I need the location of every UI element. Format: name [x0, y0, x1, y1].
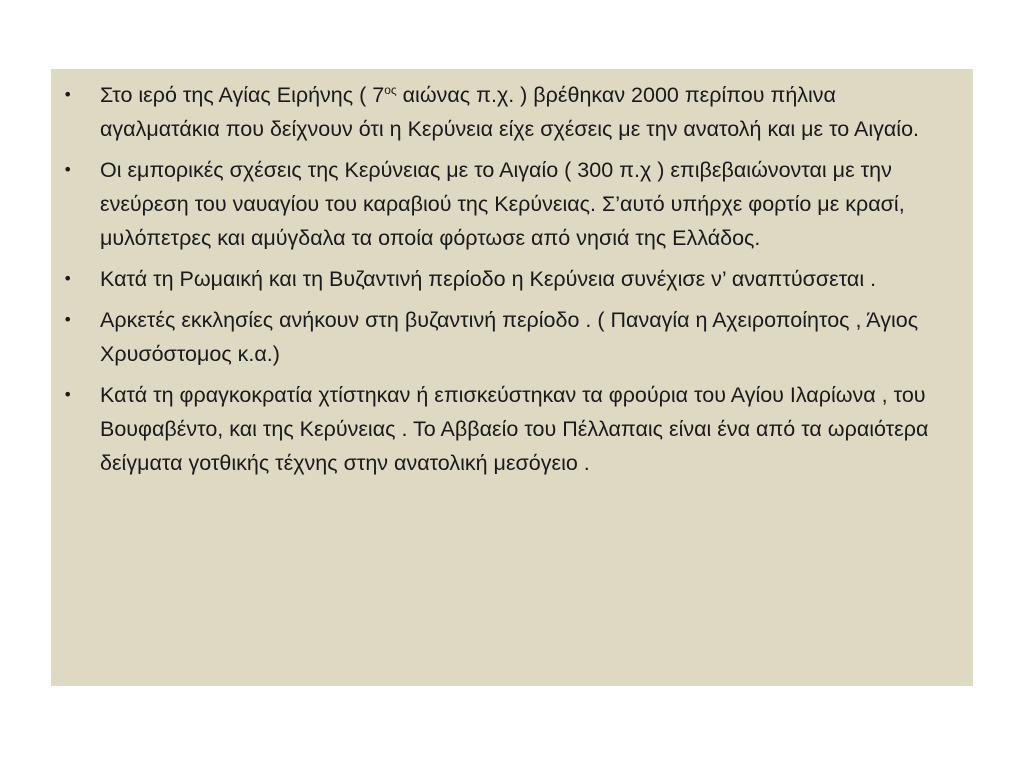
- bullet-item-4: [51, 303, 973, 371]
- bullet-item-2: [51, 153, 973, 255]
- bullet-text: Κατά τη Ρωμαική και τη Βυζαντινή περίοδο η Κερύνεια συνέχισε ν’ αναπτύσσεται .: [100, 267, 877, 291]
- bullet-text: Κατά τη φραγκοκρατία χτίστηκαν ή επισκεύστηκαν τα φρούρια του Αγίου Ιλαρίωνα , του Βουφαβέντο, και της Κερύνειας . Το Αββαείο του Πέλλαπαις είναι ένα από τα ωραιότερα δείγματα γοτθικής τέχνης στην ανατολική μεσόγειο .: [100, 383, 929, 475]
- bullet-dot-icon: •: [63, 160, 73, 179]
- bullet-text: Στο ιερό της Αγίας Ειρήνης ( $7^{o\varsigma}$ αιώνας π.χ. ) βρέθηκαν 2000 περίπου πήλινα αγαλματάκια που δείχνουν ότι η Κερύνεια είχε σχέσεις με την ανατολή και με το Αιγαίο.: [100, 83, 920, 141]
- bullet-dot-icon: •: [63, 269, 73, 288]
- bullet-item-1: [51, 78, 973, 146]
- content-panel: [51, 69, 973, 686]
- bullet-dot-icon: •: [63, 85, 73, 104]
- bullet-dot-icon: •: [63, 385, 73, 404]
- superscript: ος: [384, 83, 397, 97]
- bullet-item-5: [51, 378, 973, 480]
- bullet-text: Αρκετές εκκλησίες ανήκουν στη βυζαντινή περίοδο . ( Παναγία η Αχειροποίητος , Άγιος Χρυσόστομος κ.α.): [100, 308, 919, 366]
- bullet-dot-icon: •: [63, 310, 73, 329]
- bullet-text: Οι εμπορικές σχέσεις της Κερύνειας με το Αιγαίο ( 300 π.χ ) επιβεβαιώνονται με την ενεύρεση του ναυαγίου του καραβιού της Κερύνειας. Σ’αυτό υπήρχε φορτίο με κρασί, μυλόπετρες και αμύγδαλα τα οποία φόρτωσε από νησιά της Ελλάδος.: [100, 158, 905, 250]
- bullet-list: [51, 78, 973, 487]
- bullet-item-3: [51, 262, 973, 296]
